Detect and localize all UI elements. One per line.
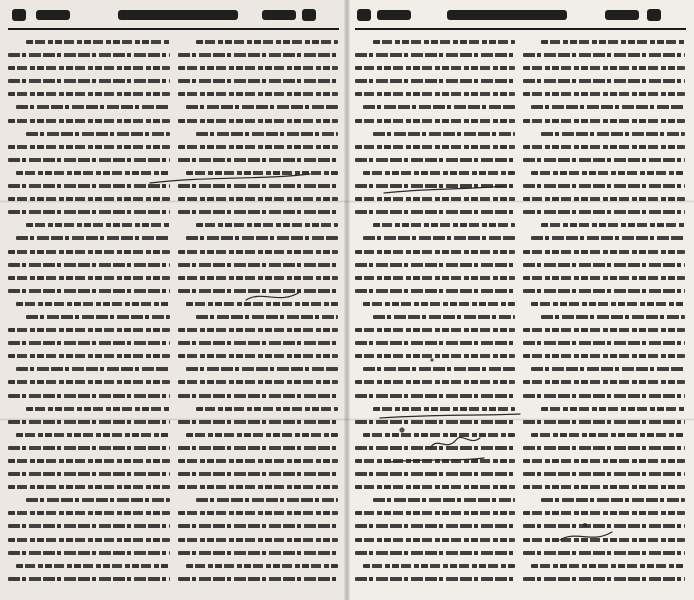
- text-line: [8, 472, 170, 476]
- text-line: [373, 315, 515, 319]
- text-line: [373, 223, 515, 227]
- text-line: [178, 524, 338, 528]
- paper-crease: [0, 418, 694, 421]
- text-line: [355, 328, 515, 332]
- text-line: [355, 210, 515, 214]
- right-page-header: [355, 6, 686, 30]
- text-line: [178, 485, 338, 489]
- text-line: [531, 171, 685, 175]
- text-line: [178, 184, 338, 188]
- text-line: [8, 394, 170, 398]
- text-line: [523, 53, 685, 57]
- text-line: [196, 498, 338, 502]
- text-line: [8, 577, 170, 581]
- left-session-number: [302, 9, 316, 21]
- text-line: [196, 407, 338, 411]
- text-line: [363, 433, 515, 437]
- text-line: [26, 498, 170, 502]
- right-session-word: [377, 10, 411, 20]
- text-line: [373, 498, 515, 502]
- text-line: [186, 564, 338, 568]
- text-line: [178, 354, 338, 358]
- left-page-word: [36, 10, 70, 20]
- text-line: [16, 302, 170, 306]
- text-line: [178, 145, 338, 149]
- text-line: [523, 158, 685, 162]
- left-page-column-right: [178, 40, 338, 592]
- text-line: [186, 302, 338, 306]
- text-line: [186, 367, 338, 371]
- text-line: [363, 236, 515, 240]
- text-line: [523, 210, 685, 214]
- right-page: [347, 0, 694, 600]
- left-session-word: [262, 10, 296, 20]
- text-line: [196, 40, 338, 44]
- text-line: [523, 524, 685, 528]
- left-page-title: [118, 10, 238, 20]
- text-line: [8, 263, 170, 267]
- text-line: [16, 171, 170, 175]
- text-line: [8, 446, 170, 450]
- text-line: [541, 407, 685, 411]
- text-line: [178, 511, 338, 515]
- text-line: [8, 158, 170, 162]
- text-line: [355, 354, 515, 358]
- text-line: [178, 79, 338, 83]
- text-line: [355, 485, 515, 489]
- text-line: [523, 276, 685, 280]
- text-line: [178, 328, 338, 332]
- text-line: [186, 433, 338, 437]
- text-line: [178, 551, 338, 555]
- text-line: [8, 92, 170, 96]
- text-line: [523, 145, 685, 149]
- text-line: [26, 407, 170, 411]
- text-line: [355, 263, 515, 267]
- text-line: [355, 551, 515, 555]
- text-line: [16, 433, 170, 437]
- text-line: [26, 40, 170, 44]
- text-line: [531, 564, 685, 568]
- text-line: [178, 577, 338, 581]
- text-line: [523, 341, 685, 345]
- text-line: [8, 511, 170, 515]
- text-line: [523, 472, 685, 476]
- text-line: [8, 459, 170, 463]
- text-line: [8, 184, 170, 188]
- text-line: [363, 302, 515, 306]
- text-line: [531, 367, 685, 371]
- text-line: [541, 498, 685, 502]
- text-line: [355, 459, 515, 463]
- right-page-column-left: [355, 40, 515, 592]
- text-line: [523, 551, 685, 555]
- text-line: [16, 236, 170, 240]
- text-line: [531, 302, 685, 306]
- text-line: [196, 315, 338, 319]
- text-line: [523, 289, 685, 293]
- text-line: [8, 276, 170, 280]
- text-line: [8, 119, 170, 123]
- text-line: [531, 236, 685, 240]
- text-line: [178, 341, 338, 345]
- text-line: [363, 105, 515, 109]
- text-line: [523, 538, 685, 542]
- text-line: [355, 394, 515, 398]
- text-line: [8, 66, 170, 70]
- text-line: [16, 367, 170, 371]
- text-line: [523, 119, 685, 123]
- text-line: [363, 367, 515, 371]
- text-line: [178, 446, 338, 450]
- left-page-column-left: [8, 40, 170, 592]
- text-line: [541, 315, 685, 319]
- text-line: [531, 433, 685, 437]
- text-line: [8, 289, 170, 293]
- text-line: [8, 551, 170, 555]
- right-page-column-right: [523, 40, 685, 592]
- text-line: [523, 485, 685, 489]
- text-line: [523, 380, 685, 384]
- text-line: [178, 289, 338, 293]
- text-line: [541, 132, 685, 136]
- text-line: [196, 223, 338, 227]
- text-line: [16, 564, 170, 568]
- text-line: [523, 328, 685, 332]
- text-line: [523, 354, 685, 358]
- text-line: [355, 380, 515, 384]
- text-line: [355, 538, 515, 542]
- right-session-number: [357, 9, 371, 21]
- text-line: [355, 158, 515, 162]
- text-line: [178, 250, 338, 254]
- text-line: [178, 263, 338, 267]
- text-line: [523, 184, 685, 188]
- text-line: [355, 66, 515, 70]
- text-line: [531, 105, 685, 109]
- left-page-number: [12, 9, 26, 21]
- text-line: [355, 92, 515, 96]
- text-line: [186, 171, 338, 175]
- text-line: [8, 53, 170, 57]
- text-line: [523, 446, 685, 450]
- text-line: [355, 524, 515, 528]
- text-line: [355, 341, 515, 345]
- text-line: [355, 577, 515, 581]
- text-line: [373, 40, 515, 44]
- text-line: [523, 577, 685, 581]
- text-line: [178, 119, 338, 123]
- text-line: [355, 276, 515, 280]
- text-line: [26, 315, 170, 319]
- text-line: [8, 250, 170, 254]
- text-line: [8, 524, 170, 528]
- text-line: [373, 132, 515, 136]
- text-line: [523, 66, 685, 70]
- text-line: [523, 459, 685, 463]
- text-line: [355, 184, 515, 188]
- text-line: [363, 564, 515, 568]
- text-line: [363, 171, 515, 175]
- text-line: [355, 289, 515, 293]
- text-line: [178, 66, 338, 70]
- right-page-word: [605, 10, 639, 20]
- text-line: [523, 79, 685, 83]
- text-line: [8, 380, 170, 384]
- text-line: [355, 79, 515, 83]
- text-line: [186, 105, 338, 109]
- text-line: [8, 485, 170, 489]
- text-line: [523, 511, 685, 515]
- text-line: [355, 145, 515, 149]
- text-line: [355, 53, 515, 57]
- text-line: [355, 446, 515, 450]
- text-line: [178, 538, 338, 542]
- text-line: [541, 223, 685, 227]
- text-line: [178, 158, 338, 162]
- right-page-number: [647, 9, 661, 21]
- text-line: [196, 132, 338, 136]
- text-line: [523, 394, 685, 398]
- paper-crease: [0, 200, 694, 203]
- text-line: [523, 263, 685, 267]
- text-line: [8, 145, 170, 149]
- text-line: [178, 276, 338, 280]
- text-line: [186, 236, 338, 240]
- text-line: [355, 119, 515, 123]
- text-line: [355, 511, 515, 515]
- text-line: [523, 92, 685, 96]
- text-line: [8, 354, 170, 358]
- text-line: [8, 341, 170, 345]
- text-line: [355, 250, 515, 254]
- text-line: [178, 459, 338, 463]
- text-line: [26, 132, 170, 136]
- page-fold: [344, 0, 350, 600]
- text-line: [178, 472, 338, 476]
- right-page-title: [447, 10, 567, 20]
- text-line: [373, 407, 515, 411]
- text-line: [8, 538, 170, 542]
- text-line: [8, 328, 170, 332]
- text-line: [178, 53, 338, 57]
- text-line: [26, 223, 170, 227]
- text-line: [178, 210, 338, 214]
- left-page-header: [8, 6, 339, 30]
- text-line: [355, 472, 515, 476]
- text-line: [541, 40, 685, 44]
- text-line: [16, 105, 170, 109]
- text-line: [523, 250, 685, 254]
- text-line: [8, 210, 170, 214]
- text-line: [178, 380, 338, 384]
- text-line: [178, 394, 338, 398]
- text-line: [8, 79, 170, 83]
- text-line: [178, 92, 338, 96]
